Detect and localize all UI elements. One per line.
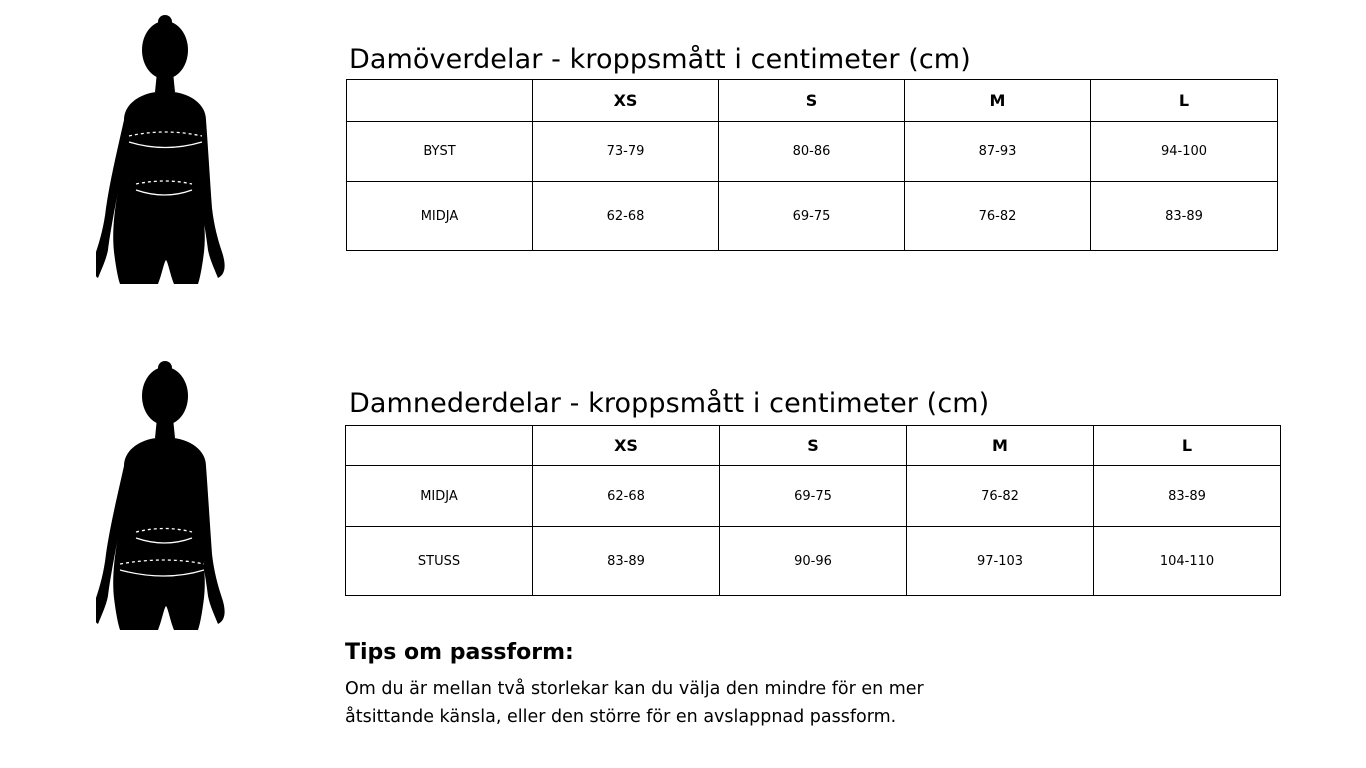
header-l: L — [1091, 80, 1278, 122]
female-silhouette-waist-hip-icon — [96, 358, 236, 638]
table-row — [347, 122, 1278, 182]
upper-wear-size-table — [346, 79, 1278, 251]
header-xs: XS — [533, 80, 719, 122]
lower-wear-title: Damnederdelar - kroppsmått i centimeter (cm) — [349, 388, 990, 419]
female-silhouette-bust-waist-icon — [96, 12, 236, 292]
row-label-waist: MIDJA — [347, 182, 533, 251]
header-s: S — [719, 80, 905, 122]
header-s: S — [720, 426, 907, 466]
row-label-hip: STUSS — [346, 527, 533, 596]
header-empty-cell — [347, 80, 533, 122]
header-empty-cell — [346, 426, 533, 466]
cell-hip-s: 90-96 — [720, 527, 907, 596]
cell-bust-xs: 73-79 — [533, 122, 719, 182]
cell-bust-m: 87-93 — [905, 122, 1091, 182]
header-xs: XS — [533, 426, 720, 466]
cell-waist-m: 76-82 — [907, 466, 1094, 527]
fit-tips-heading: Tips om passform: — [345, 640, 574, 665]
cell-bust-l: 94-100 — [1091, 122, 1278, 182]
table-row — [346, 527, 1281, 596]
cell-bust-s: 80-86 — [719, 122, 905, 182]
cell-waist-l: 83-89 — [1094, 466, 1281, 527]
fit-tips-line-1: Om du är mellan två storlekar kan du välja den mindre för en mer — [345, 679, 924, 699]
cell-waist-xs: 62-68 — [533, 182, 719, 251]
cell-hip-m: 97-103 — [907, 527, 1094, 596]
cell-waist-s: 69-75 — [719, 182, 905, 251]
table-header-row — [347, 80, 1278, 122]
cell-waist-s: 69-75 — [720, 466, 907, 527]
cell-waist-xs: 62-68 — [533, 466, 720, 527]
header-l: L — [1094, 426, 1281, 466]
header-m: M — [905, 80, 1091, 122]
header-m: M — [907, 426, 1094, 466]
fit-tips-text — [345, 675, 965, 731]
table-header-row — [346, 426, 1281, 466]
cell-waist-m: 76-82 — [905, 182, 1091, 251]
upper-wear-title: Damöverdelar - kroppsmått i centimeter (cm) — [349, 44, 971, 75]
row-label-bust: BYST — [347, 122, 533, 182]
cell-hip-xs: 83-89 — [533, 527, 720, 596]
cell-waist-l: 83-89 — [1091, 182, 1278, 251]
cell-hip-l: 104-110 — [1094, 527, 1281, 596]
fit-tips-line-2: åtsittande känsla, eller den större för en avslappnad passform. — [345, 707, 897, 727]
table-row — [347, 182, 1278, 251]
row-label-waist: MIDJA — [346, 466, 533, 527]
lower-wear-size-table — [345, 425, 1281, 596]
table-row — [346, 466, 1281, 527]
